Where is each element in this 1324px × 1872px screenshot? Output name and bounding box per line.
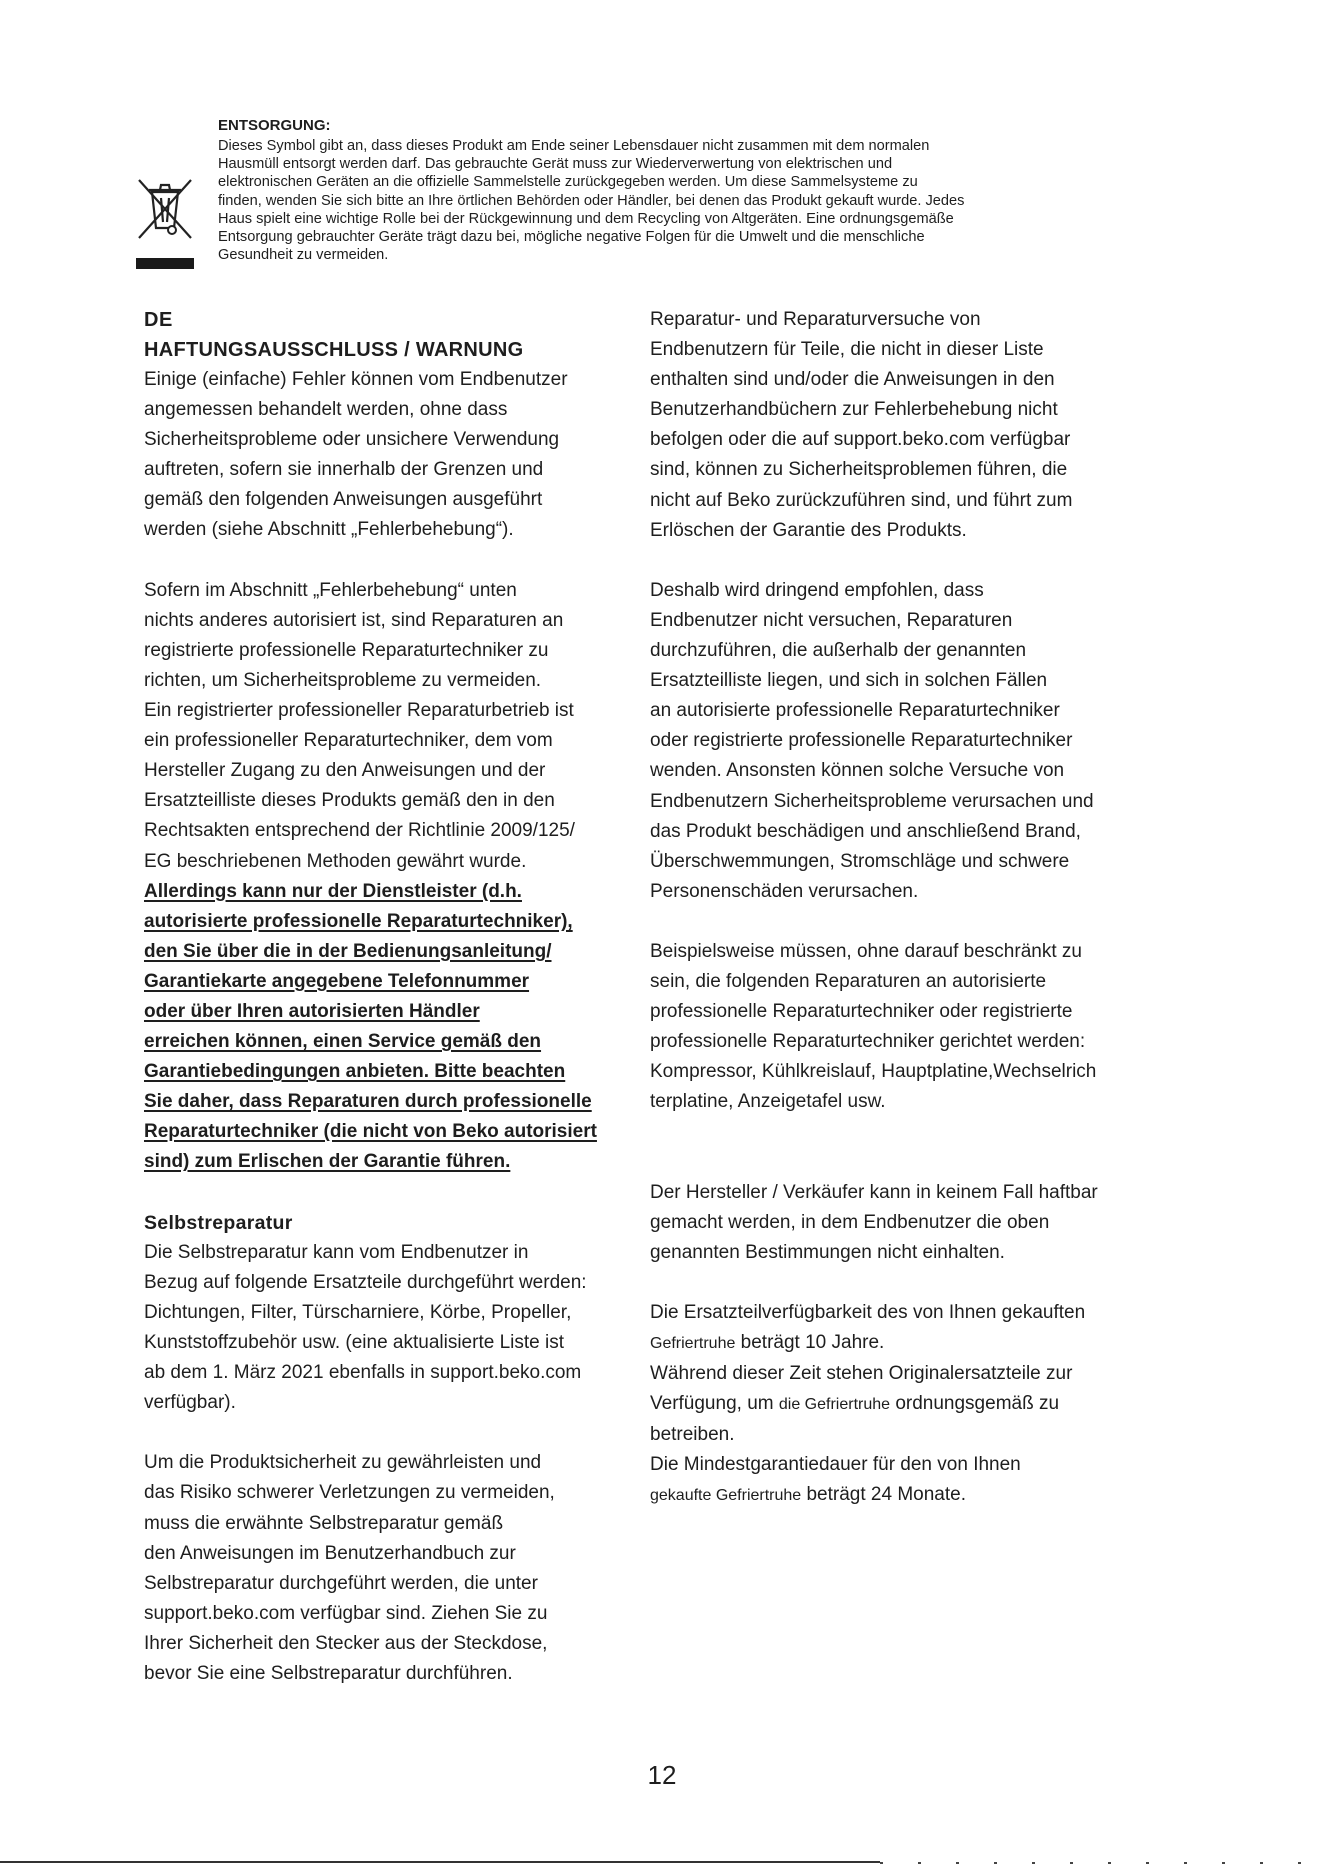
text-line: Um die Produktsicherheit zu gewährleisten und bbox=[144, 1452, 542, 1474]
text-line: Ersatzteilliste liegen, und sich in solchen Fällen bbox=[650, 670, 1048, 692]
crossed-out-wheelie-bin-icon bbox=[136, 170, 194, 270]
text-line: Benutzerhandbüchern zur Fehlerbehebung nicht bbox=[650, 399, 1058, 421]
text-line: den Anweisungen im Benutzerhandbuch zur bbox=[144, 1542, 516, 1564]
text-line: Sofern im Abschnitt „Fehlerbehebung“ unten bbox=[144, 579, 517, 601]
text-line: nicht auf Beko zurückzuführen sind, und führt zum bbox=[650, 489, 1073, 511]
text-line: Dichtungen, Filter, Türscharniere, Körbe, Propeller, bbox=[144, 1301, 572, 1323]
text-line: muss die erwähnte Selbstreparatur gemäß bbox=[144, 1512, 504, 1534]
warranty-warning bbox=[144, 877, 644, 1178]
text-fragment: beträgt 10 Jahre. bbox=[735, 1332, 885, 1353]
text-line: befolgen oder die auf support.beko.com verfügbar bbox=[650, 429, 1071, 451]
text-line: Beispielsweise müssen, ohne darauf beschränkt zu bbox=[650, 940, 1082, 962]
product-type: Gefriertruhe bbox=[650, 1335, 736, 1352]
disposal-title: ENTSORGUNG: bbox=[218, 117, 331, 134]
warning-line: autorisierte professionelle Reparaturtechniker), bbox=[144, 910, 573, 932]
warning-line: Garantiebedingungen anbieten. Bitte beachten bbox=[144, 1061, 566, 1083]
text-line: bevor Sie eine Selbstreparatur durchführen. bbox=[144, 1663, 513, 1685]
text-fragment: beträgt 24 Monate. bbox=[801, 1484, 966, 1506]
examples-paragraph bbox=[650, 937, 1170, 1118]
text-line: das Produkt beschädigen und anschließend Brand, bbox=[650, 820, 1081, 842]
text-line: support.beko.com verfügbar sind. Ziehen Sie zu bbox=[144, 1602, 548, 1624]
text-line: Endbenutzern Sicherheitsprobleme verursachen und bbox=[650, 790, 1094, 812]
product-type: gekaufte Gefriertruhe bbox=[650, 1487, 802, 1505]
text-line: Ersatzteilliste dieses Produkts gemäß den in den bbox=[144, 790, 555, 812]
footer-marks bbox=[880, 1862, 1324, 1864]
text-line: ein professioneller Reparaturtechniker, dem vom bbox=[144, 730, 553, 752]
liability-paragraph bbox=[650, 1178, 1170, 1268]
text-line: auftreten, sofern sie innerhalb der Grenzen und bbox=[144, 459, 544, 481]
text-line: an autorisierte professionelle Reparaturtechniker bbox=[650, 700, 1060, 722]
disposal-line: Entsorgung gebrauchter Geräte trägt dazu bei, mögliche negative Folgen für die Umwelt und die menschliche bbox=[218, 229, 925, 246]
text-line: Die Ersatzteilverfügbarkeit des von Ihnen gekauften bbox=[650, 1301, 1086, 1323]
text-line: Überschwemmungen, Stromschläge und schwere bbox=[650, 850, 1070, 872]
text-line: registrierte professionelle Reparaturtechniker zu bbox=[144, 639, 549, 661]
disposal-line: Hausmüll entsorgt werden darf. Das gebrauchte Gerät muss zur Wiederverwertung von elektrischen und bbox=[218, 156, 893, 173]
page-number: 12 bbox=[647, 1760, 677, 1790]
text-line: Sicherheitsprobleme oder unsichere Verwendung bbox=[144, 429, 560, 451]
text-line: verfügbar). bbox=[144, 1392, 236, 1414]
disposal-line: elektronischen Geräten an die offizielle Sammelstelle zurückgegeben werden. Um diese Sammelsysteme zu bbox=[218, 174, 918, 191]
disposal-line: Haus spielt eine wichtige Rolle bei der Rückgewinnung und dem Recycling von Altgeräten. Eine ordnungsgemäße bbox=[218, 210, 954, 227]
disposal-line: Dieses Symbol gibt an, dass dieses Produkt am Ende seiner Lebensdauer nicht zusammen mit dem normalen bbox=[218, 138, 930, 154]
right-column bbox=[650, 305, 1170, 1512]
text-line: werden (siehe Abschnitt „Fehlerbehebung“). bbox=[144, 519, 514, 541]
text-line: angemessen behandelt werden, ohne dass bbox=[144, 399, 508, 421]
text-line: Endbenutzern für Teile, die nicht in dieser Liste bbox=[650, 339, 1044, 361]
text-line: sein, die folgenden Reparaturen an autorisierte bbox=[650, 971, 1047, 993]
text-line: EG beschriebenen Methoden gewährt wurde. bbox=[144, 850, 527, 872]
text-line bbox=[650, 1328, 1170, 1359]
text-line: durchzuführen, die außerhalb der genannten bbox=[650, 640, 1027, 662]
text-line: Während dieser Zeit stehen Originalersatzteile zur bbox=[650, 1363, 1073, 1385]
product-type: die Gefriertruhe bbox=[778, 1396, 891, 1414]
self-repair-paragraph bbox=[144, 1238, 644, 1419]
text-line bbox=[650, 1480, 1170, 1511]
text-line: nichts anderes autorisiert ist, sind Reparaturen an bbox=[144, 609, 564, 631]
text-line: oder registrierte professionelle Reparaturtechniker bbox=[650, 730, 1073, 752]
warning-line: Sie daher, dass Reparaturen durch professionelle bbox=[144, 1091, 592, 1113]
warning-line: Garantiekarte angegebene Telefonnummer bbox=[144, 970, 530, 992]
warning-line: sind) zum Erlischen der Garantie führen. bbox=[144, 1151, 511, 1173]
text-line: Bezug auf folgende Ersatzteile durchgeführt werden: bbox=[144, 1271, 587, 1293]
footer-rule bbox=[0, 1861, 880, 1863]
text-line: Rechtsakten entsprechend der Richtlinie 2009/125/ bbox=[144, 820, 575, 842]
text-line: wenden. Ansonsten können solche Versuche von bbox=[650, 760, 1065, 782]
disposal-line: finden, wenden Sie sich bitte an Ihre örtlichen Behörden oder Händler, bei denen das Produkt gekauft wurde. Jedes bbox=[218, 192, 965, 209]
text-line: das Risiko schwerer Verletzungen zu vermeiden, bbox=[144, 1482, 555, 1504]
safety-paragraph bbox=[144, 1448, 644, 1689]
text-line: Einige (einfache) Fehler können vom Endbenutzer bbox=[144, 369, 568, 390]
text-line: Kunststoffzubehör usw. (eine aktualisierte Liste ist bbox=[144, 1332, 564, 1353]
text-line: Die Selbstreparatur kann vom Endbenutzer in bbox=[144, 1241, 529, 1263]
intro-paragraph bbox=[144, 365, 644, 546]
text-line: gemäß den folgenden Anweisungen ausgeführt bbox=[144, 489, 543, 511]
text-line: enthalten sind und/oder die Anweisungen in den bbox=[650, 369, 1055, 391]
text-line: Deshalb wird dringend empfohlen, dass bbox=[650, 579, 984, 601]
repair-paragraph bbox=[144, 576, 644, 877]
warning-line: den Sie über die in der Bedienungsanleitung/ bbox=[144, 940, 552, 962]
text-line: Ihrer Sicherheit den Stecker aus der Steckdose, bbox=[144, 1632, 548, 1654]
language-code: DE bbox=[144, 309, 173, 331]
self-repair-heading: Selbstreparatur bbox=[144, 1211, 293, 1234]
text-line: richten, um Sicherheitsprobleme zu vermeiden. bbox=[144, 669, 542, 691]
text-fragment: ordnungsgemäß zu bbox=[890, 1393, 1060, 1415]
repair-attempts-paragraph bbox=[650, 305, 1170, 546]
text-line bbox=[650, 1389, 1170, 1420]
warning-line: erreichen können, einen Service gemäß den bbox=[144, 1031, 542, 1053]
section-title: HAFTUNGSAUSSCHLUSS / WARNUNG bbox=[144, 339, 524, 361]
text-line: betreiben. bbox=[650, 1424, 735, 1446]
text-line: Hersteller Zugang zu den Anweisungen und der bbox=[144, 760, 546, 782]
text-line: Die Mindestgarantiedauer für den von Ihnen bbox=[650, 1454, 1021, 1476]
text-line: sind, können zu Sicherheitsproblemen führen, die bbox=[650, 459, 1068, 481]
text-line: Endbenutzer nicht versuchen, Reparaturen bbox=[650, 609, 1013, 631]
text-line: professionelle Reparaturtechniker oder registrierte bbox=[650, 1001, 1073, 1023]
disposal-text bbox=[218, 116, 1178, 264]
warning-line: oder über Ihren autorisierten Händler bbox=[144, 1000, 480, 1022]
text-line: Reparatur- und Reparaturversuche von bbox=[650, 309, 981, 330]
disposal-body bbox=[218, 137, 1178, 264]
text-line: genannten Bestimmungen nicht einhalten. bbox=[650, 1241, 1005, 1263]
text-line: ab dem 1. März 2021 ebenfalls in support.beko.com bbox=[144, 1362, 582, 1384]
warning-line: Reparaturtechniker (die nicht von Beko autorisiert bbox=[144, 1121, 597, 1143]
text-line: professionelle Reparaturtechniker gerichtet werden: bbox=[650, 1031, 1086, 1053]
left-column bbox=[144, 305, 644, 1689]
text-line: Kompressor, Kühlkreislauf, Hauptplatine,Wechselrich bbox=[650, 1061, 1097, 1083]
text-line: Erlöschen der Garantie des Produkts. bbox=[650, 519, 967, 541]
text-line: Der Hersteller / Verkäufer kann in keinem Fall haftbar bbox=[650, 1181, 1098, 1203]
text-fragment: Verfügung, um bbox=[650, 1393, 779, 1415]
recommendation-paragraph bbox=[650, 576, 1170, 907]
text-line: terplatine, Anzeigetafel usw. bbox=[650, 1091, 886, 1113]
disposal-line: Gesundheit zu vermeiden. bbox=[218, 247, 389, 264]
text-line: Ein registrierter professioneller Reparaturbetrieb ist bbox=[144, 700, 574, 722]
text-line: gemacht werden, in dem Endbenutzer die oben bbox=[650, 1211, 1050, 1233]
warning-line: Allerdings kann nur der Dienstleister (d.h. bbox=[144, 880, 522, 902]
text-line: Personenschäden verursachen. bbox=[650, 880, 919, 902]
spare-parts-availability bbox=[650, 1298, 1170, 1512]
text-line: Selbstreparatur durchgeführt werden, die unter bbox=[144, 1572, 538, 1594]
